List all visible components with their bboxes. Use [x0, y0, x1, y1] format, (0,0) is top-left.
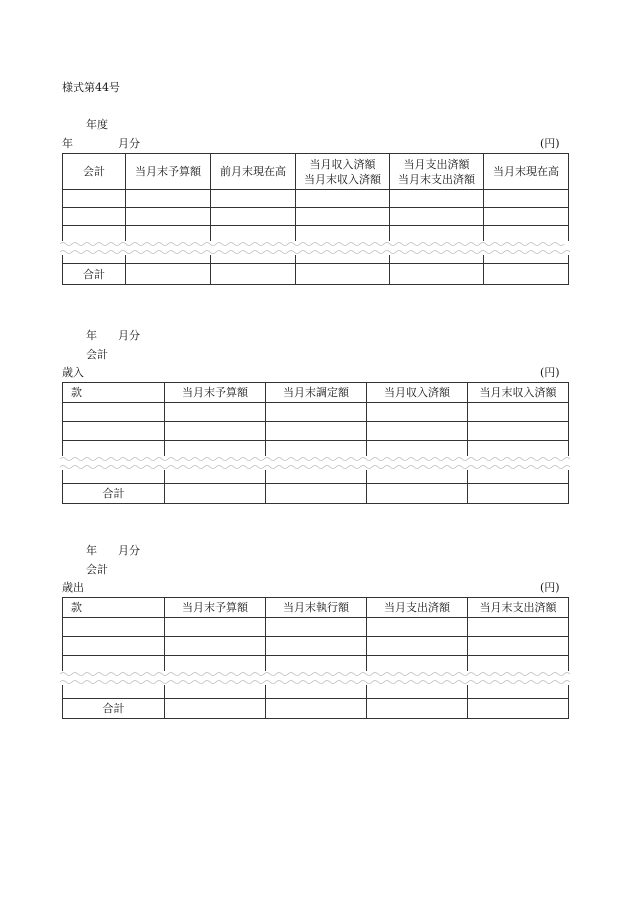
s2-unit-label: (円)	[540, 366, 560, 379]
s3-year-label: 年	[86, 544, 97, 557]
s3-unit-label: (円)	[540, 581, 560, 594]
header-cell: 当月末予算額	[165, 598, 266, 618]
header-cell: 会計	[63, 154, 126, 190]
s1-unit-label: (円)	[540, 137, 560, 150]
header-cell: 当月収入済額	[367, 383, 468, 403]
s3-month-label: 月分	[118, 544, 140, 557]
table-row	[63, 422, 569, 441]
header-cell: 当月支出済額	[367, 598, 468, 618]
header-cell: 款	[63, 383, 165, 403]
table-row	[63, 637, 569, 656]
table-row	[63, 190, 569, 208]
s2-month-label: 月分	[118, 329, 140, 342]
table-row	[63, 618, 569, 637]
header-cell: 前月末現在高	[211, 154, 296, 190]
expenditure-header-row	[63, 598, 569, 618]
header-cell: 当月支出済額 当月末支出済額	[390, 154, 484, 190]
expenditure-table	[62, 597, 569, 719]
summary-header-row	[63, 154, 569, 190]
total-row	[63, 699, 569, 719]
expenditure-title: 歳出	[62, 581, 84, 594]
form-number: 様式第44号	[62, 81, 120, 94]
total-label: 合計	[63, 484, 165, 504]
table-row	[63, 208, 569, 226]
header-cell: 当月末予算額	[126, 154, 211, 190]
header-cell: 当月末支出済額	[468, 598, 569, 618]
omission-wave	[60, 241, 570, 255]
total-row	[63, 484, 569, 504]
header-cell: 当月末収入済額	[468, 383, 569, 403]
revenue-header-row	[63, 383, 569, 403]
header-cell: 当月収入済額 当月末収入済額	[296, 154, 390, 190]
total-row	[63, 264, 569, 285]
revenue-title: 歳入	[62, 366, 84, 379]
total-label: 合計	[63, 699, 165, 719]
header-cell: 当月末執行額	[266, 598, 367, 618]
s3-account-label: 会計	[86, 563, 108, 576]
omission-wave	[60, 671, 570, 685]
header-cell: 当月末予算額	[165, 383, 266, 403]
s1-month-label: 月分	[118, 137, 140, 150]
summary-table	[62, 153, 569, 285]
s2-year-label: 年	[86, 329, 97, 342]
table-row	[63, 403, 569, 422]
header-cell: 当月末調定額	[266, 383, 367, 403]
header-cell: 款	[63, 598, 165, 618]
revenue-table	[62, 382, 569, 504]
s2-account-label: 会計	[86, 348, 108, 361]
fiscal-year-label: 年度	[86, 118, 108, 131]
header-cell: 当月末現在高	[484, 154, 569, 190]
total-label: 合計	[63, 264, 126, 285]
s1-year-label: 年	[62, 137, 73, 150]
omission-wave	[60, 456, 570, 470]
